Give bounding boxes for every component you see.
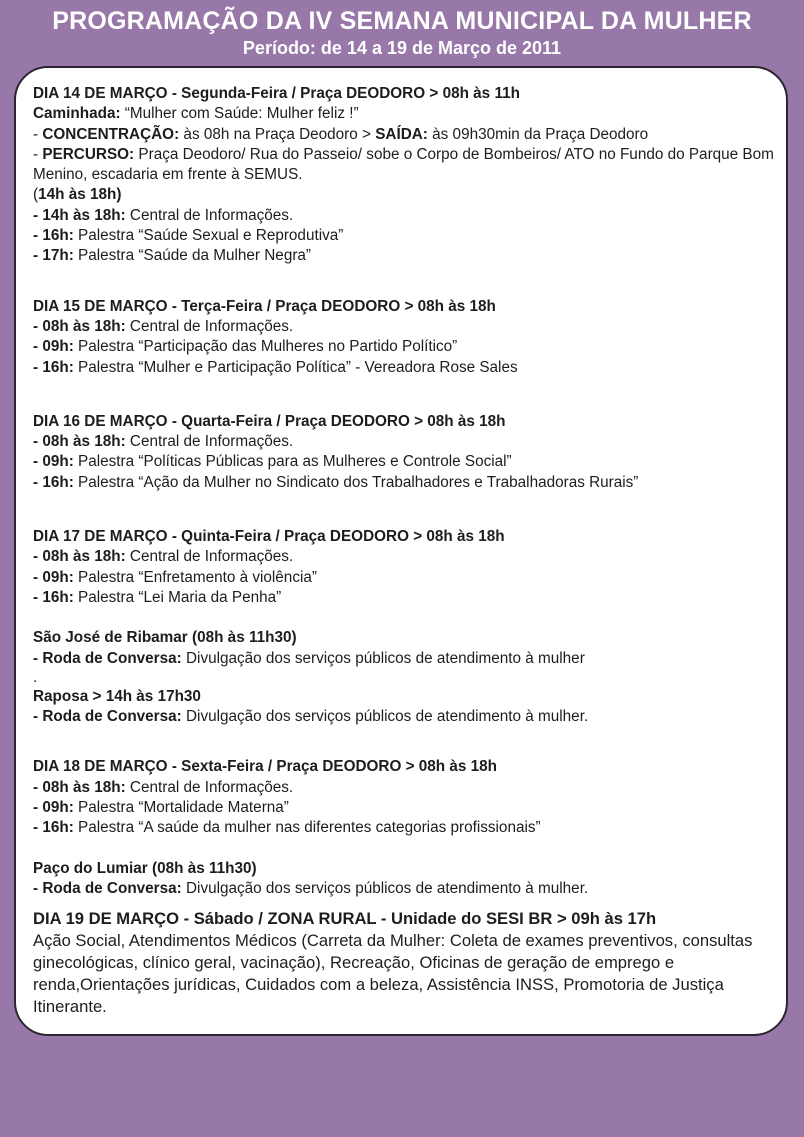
- afternoon-label: 14h às 18h): [38, 186, 122, 204]
- day-14-section: [33, 84, 778, 267]
- route-text: Praça Deodoro/ Rua do Passeio/ sobe o Corpo de Bombeiros/ ATO no Fundo do Parque Bom Menino, escadaria em frente à SEMUS.: [33, 145, 774, 184]
- item-label: - 16h:: [33, 358, 74, 376]
- item-label: - 14h às 18h:: [33, 206, 126, 224]
- list-item: [33, 246, 778, 266]
- item-text: Palestra “Mulher e Participação Política” - Vereadora Rose Sales: [73, 358, 518, 376]
- item-label: - 16h:: [33, 473, 74, 491]
- item-label: - 16h:: [33, 588, 74, 606]
- item-label: - 08h às 18h:: [33, 317, 126, 335]
- item-label: - Roda de Conversa:: [33, 708, 182, 726]
- item-text: Palestra “Enfretamento à violência”: [73, 568, 317, 586]
- day-16-section: [33, 412, 778, 493]
- list-item: [33, 568, 778, 588]
- paren: (: [33, 186, 39, 204]
- list-item: [33, 798, 778, 818]
- day-15-section: [33, 297, 778, 378]
- concentration-text: às 08h na Praça Deodoro >: [179, 125, 376, 143]
- raposa-heading: Raposa > 14h às 17h30: [33, 687, 201, 705]
- item-label: - 16h:: [33, 819, 74, 837]
- item-label: - 16h:: [33, 227, 74, 245]
- item-label: - 08h às 18h:: [33, 433, 126, 451]
- item-text: Central de Informações.: [125, 548, 294, 566]
- route-label: PERCURSO:: [42, 145, 135, 163]
- day-15-heading: DIA 15 DE MARÇO - Terça-Feira / Praça DEODORO > 08h às 18h: [33, 297, 496, 315]
- day-18-section: [33, 757, 778, 899]
- list-item: [33, 337, 778, 357]
- day-19-text: Ação Social, Atendimentos Médicos (Carreta da Mulher: Coleta de exames preventivos, consultas ginecológicas, clínico geral, vacinação), Recreação, Oficinas de geração de emprego e renda,Orientações jurídicas, Cuidados com a beleza, Assistência INSS, Promotoria de Justiça Itinerante.: [33, 931, 753, 1017]
- list-item: [33, 226, 778, 246]
- day-16-heading: DIA 16 DE MARÇO - Quarta-Feira / Praça DEODORO > 08h às 18h: [33, 412, 506, 430]
- list-item: [33, 547, 778, 567]
- walk-label: Caminhada:: [33, 105, 121, 123]
- day-19-section: [33, 908, 778, 1018]
- item-text: Palestra “Políticas Públicas para as Mulheres e Controle Social”: [73, 453, 512, 471]
- day-18-heading: DIA 18 DE MARÇO - Sexta-Feira / Praça DEODORO > 08h às 18h: [33, 758, 498, 776]
- afternoon-line: [33, 185, 778, 205]
- schedule-content: [33, 84, 778, 1018]
- item-text: Central de Informações.: [125, 206, 294, 224]
- item-text: Palestra “Ação da Mulher no Sindicato dos Trabalhadores e Trabalhadoras Rurais”: [73, 473, 639, 491]
- item-label: - Roda de Conversa:: [33, 879, 182, 897]
- walk-line: [33, 104, 778, 124]
- list-item: [33, 879, 778, 899]
- day-19-heading: DIA 19 DE MARÇO - Sábado / ZONA RURAL - Unidade do SESI BR > 09h às 17h: [33, 909, 657, 929]
- period-subtitle: Período: de 14 a 19 de Março de 2011: [242, 38, 562, 58]
- item-label: - 08h às 18h:: [33, 778, 126, 796]
- list-item: [33, 206, 778, 226]
- list-item: [33, 452, 778, 472]
- page-title: PROGRAMAÇÃO DA IV SEMANA MUNICIPAL DA MULHER: [52, 7, 752, 35]
- item-label: - 09h:: [33, 568, 74, 586]
- list-item: [33, 649, 778, 669]
- day-17-heading: DIA 17 DE MARÇO - Quinta-Feira / Praça DEODORO > 08h às 18h: [33, 528, 505, 546]
- list-item: [33, 317, 778, 337]
- departure-label: SAÍDA:: [375, 125, 428, 143]
- item-label: - 09h:: [33, 338, 74, 356]
- item-text: Divulgação dos serviços públicos de atendimento à mulher.: [181, 708, 589, 726]
- item-text: Palestra “Lei Maria da Penha”: [73, 588, 282, 606]
- item-text: Divulgação dos serviços públicos de atendimento à mulher: [181, 649, 585, 667]
- item-text: Divulgação dos serviços públicos de atendimento à mulher.: [181, 879, 589, 897]
- dash: -: [33, 145, 43, 163]
- item-label: - 09h:: [33, 799, 74, 817]
- item-text: Palestra “Saúde da Mulher Negra”: [73, 247, 312, 265]
- item-text: Palestra “A saúde da mulher nas diferentes categorias profissionais”: [73, 819, 541, 837]
- item-label: - 09h:: [33, 453, 74, 471]
- day-17-section: [33, 527, 778, 727]
- dash: -: [33, 125, 43, 143]
- concentration-label: CONCENTRAÇÃO:: [42, 125, 180, 143]
- list-item: [33, 778, 778, 798]
- item-text: Palestra “Mortalidade Materna”: [73, 799, 289, 817]
- day-14-heading: DIA 14 DE MARÇO - Segunda-Feira / Praça DEODORO > 08h às 11h: [33, 85, 520, 102]
- walk-text: “Mulher com Saúde: Mulher feliz !”: [120, 105, 359, 123]
- lumiar-heading: Paço do Lumiar (08h às 11h30): [33, 859, 257, 877]
- ribamar-heading: São José de Ribamar (08h às 11h30): [33, 629, 297, 647]
- item-text: Central de Informações.: [125, 433, 294, 451]
- item-text: Palestra “Participação das Mulheres no Partido Político”: [73, 338, 458, 356]
- item-label: - 08h às 18h:: [33, 548, 126, 566]
- item-label: - 17h:: [33, 247, 74, 265]
- list-item: [33, 707, 778, 727]
- item-label: - Roda de Conversa:: [33, 649, 182, 667]
- item-text: Central de Informações.: [125, 317, 294, 335]
- list-item: [33, 818, 778, 838]
- list-item: [33, 432, 778, 452]
- departure-text: às 09h30min da Praça Deodoro: [427, 125, 649, 143]
- list-item: [33, 588, 778, 608]
- item-text: Central de Informações.: [125, 778, 294, 796]
- route-line: [33, 145, 778, 186]
- separator-dot: .: [33, 668, 38, 686]
- list-item: [33, 358, 778, 378]
- concentration-line: [33, 125, 778, 145]
- item-text: Palestra “Saúde Sexual e Reprodutiva”: [73, 227, 344, 245]
- list-item: [33, 473, 778, 493]
